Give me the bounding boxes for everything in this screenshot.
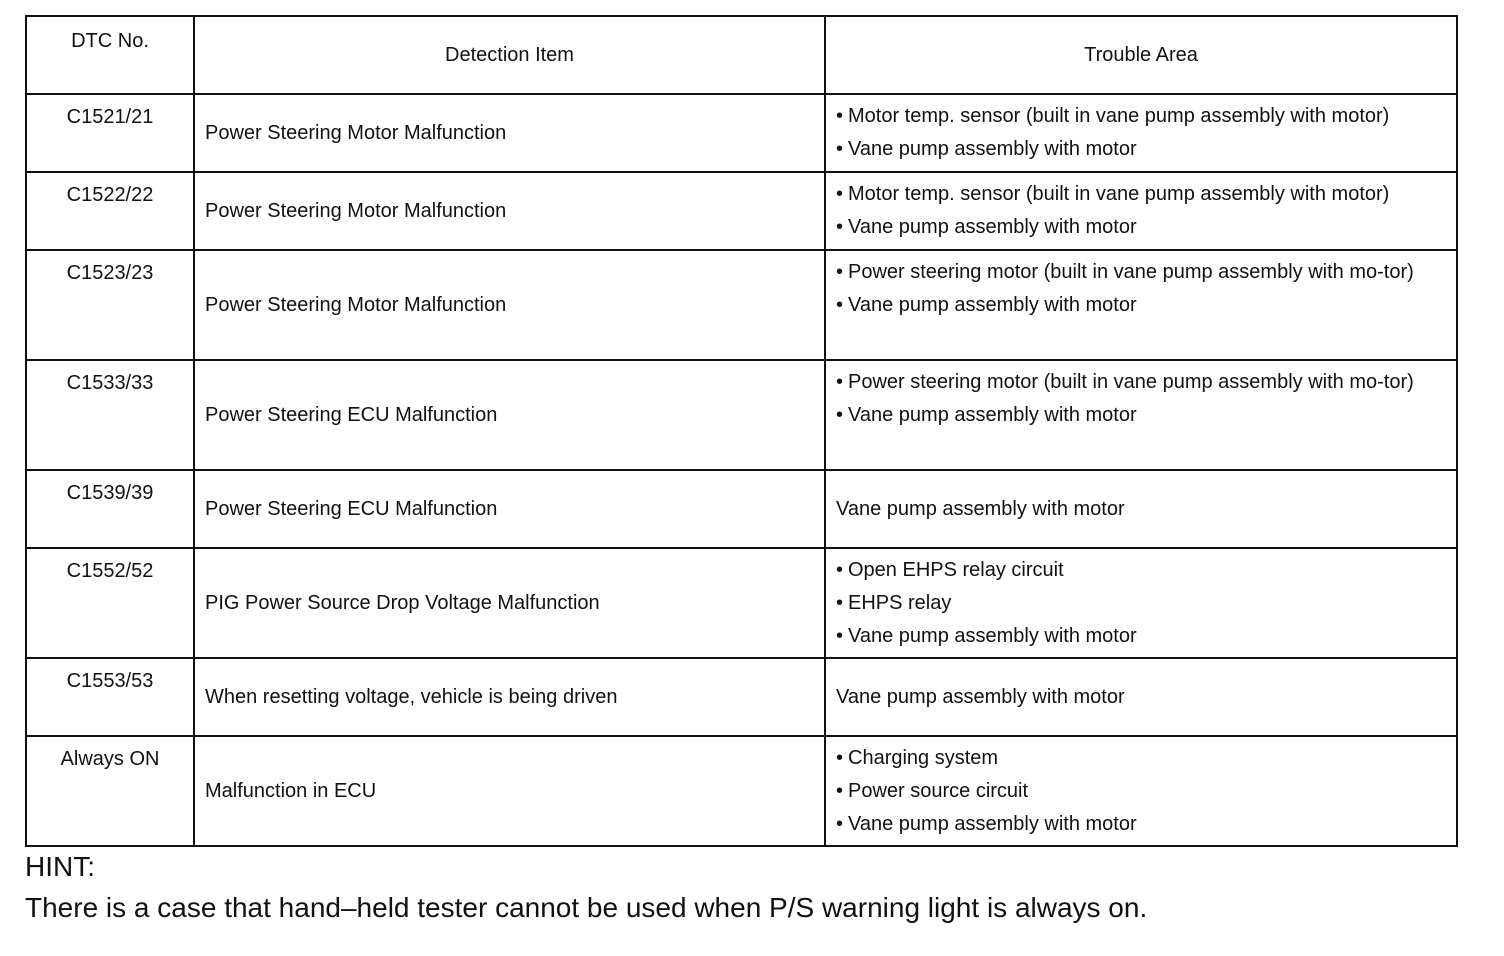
table-row	[26, 658, 1457, 736]
table-row	[26, 250, 1457, 360]
trouble-area	[825, 172, 1457, 250]
trouble-area-item: • EHPS relay	[836, 587, 1448, 620]
table-row	[26, 172, 1457, 250]
trouble-area: Vane pump assembly with motor	[825, 470, 1457, 548]
detection-item: When resetting voltage, vehicle is being driven	[194, 658, 825, 736]
trouble-area-item: • Vane pump assembly with motor	[836, 620, 1448, 653]
trouble-area-list	[836, 100, 1448, 166]
table-row	[26, 94, 1457, 172]
dtc-code: C1523/23	[26, 250, 194, 360]
dtc-code: C1552/52	[26, 548, 194, 658]
trouble-area	[825, 250, 1457, 360]
trouble-area-list	[836, 742, 1448, 841]
detection-item: Power Steering Motor Malfunction	[194, 250, 825, 360]
trouble-area-list	[836, 256, 1448, 322]
table-row	[26, 470, 1457, 548]
dtc-code: C1553/53	[26, 658, 194, 736]
trouble-area-item: • Vane pump assembly with motor	[836, 133, 1448, 166]
table-header-row	[26, 16, 1457, 94]
detection-item: Power Steering ECU Malfunction	[194, 360, 825, 470]
detection-item: Malfunction in ECU	[194, 736, 825, 846]
trouble-area	[825, 94, 1457, 172]
dtc-code: Always ON	[26, 736, 194, 846]
header-detection-item: Detection Item	[194, 16, 825, 94]
trouble-area	[825, 360, 1457, 470]
dtc-table	[25, 15, 1458, 847]
table-row	[26, 360, 1457, 470]
trouble-area-item: • Power steering motor (built in vane pump assembly with mo-tor)	[836, 366, 1448, 399]
detection-item: Power Steering Motor Malfunction	[194, 94, 825, 172]
table-row	[26, 548, 1457, 658]
trouble-area-list	[836, 554, 1448, 653]
header-trouble-area: Trouble Area	[825, 16, 1457, 94]
trouble-area-item: • Power steering motor (built in vane pump assembly with mo-tor)	[836, 256, 1448, 289]
dtc-code: C1533/33	[26, 360, 194, 470]
hint-text: There is a case that hand–held tester cannot be used when P/S warning light is always on.	[25, 892, 1148, 923]
dtc-code: C1522/22	[26, 172, 194, 250]
hint-label: HINT:	[25, 851, 95, 882]
trouble-area	[825, 736, 1457, 846]
trouble-area-item: • Vane pump assembly with motor	[836, 399, 1448, 432]
detection-item: Power Steering Motor Malfunction	[194, 172, 825, 250]
table-row	[26, 736, 1457, 846]
trouble-area-item: • Vane pump assembly with motor	[836, 289, 1448, 322]
dtc-code: C1521/21	[26, 94, 194, 172]
trouble-area-list	[836, 178, 1448, 244]
detection-item: PIG Power Source Drop Voltage Malfunction	[194, 548, 825, 658]
trouble-area-item: • Vane pump assembly with motor	[836, 211, 1448, 244]
trouble-area	[825, 548, 1457, 658]
trouble-area-list	[836, 366, 1448, 432]
trouble-area-item: • Motor temp. sensor (built in vane pump assembly with motor)	[836, 100, 1448, 133]
trouble-area-item: • Power source circuit	[836, 775, 1448, 808]
trouble-area: Vane pump assembly with motor	[825, 658, 1457, 736]
dtc-code: C1539/39	[26, 470, 194, 548]
trouble-area-item: • Motor temp. sensor (built in vane pump assembly with motor)	[836, 178, 1448, 211]
trouble-area-item: • Charging system	[836, 742, 1448, 775]
trouble-area-item: • Open EHPS relay circuit	[836, 554, 1448, 587]
trouble-area-item: • Vane pump assembly with motor	[836, 808, 1448, 841]
detection-item: Power Steering ECU Malfunction	[194, 470, 825, 548]
header-dtc-no: DTC No.	[26, 16, 194, 94]
